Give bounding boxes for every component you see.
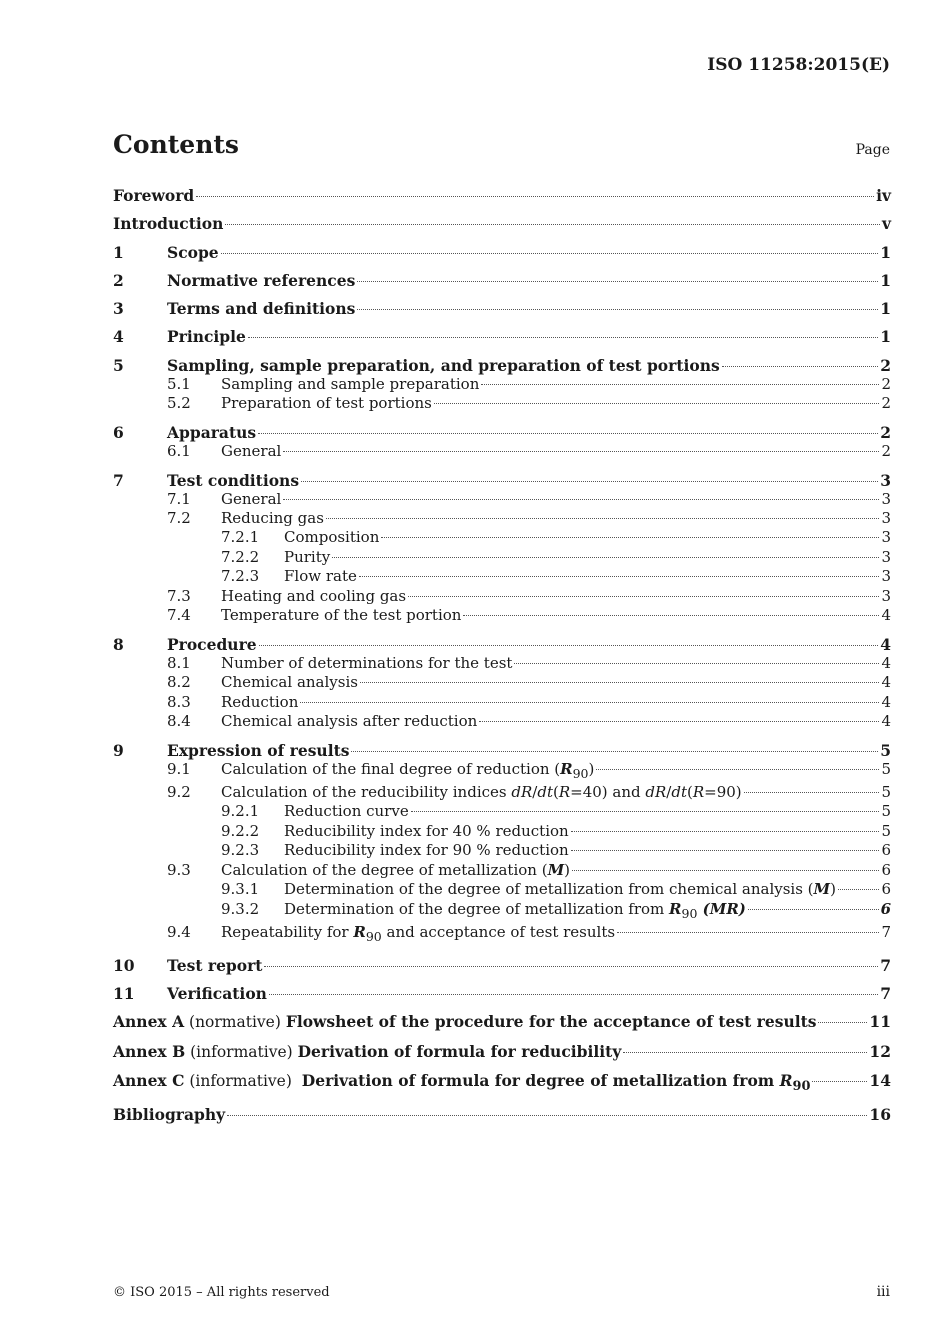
toc-page: 4 — [881, 692, 891, 711]
dot-leader — [514, 663, 879, 664]
toc-label: Composition — [284, 528, 380, 547]
toc-label: Calculation of the reducibility indices dR/dt(R=40) and dR/dt(R=90) — [221, 783, 742, 802]
toc-entry-10[interactable] — [113, 956, 891, 975]
toc-page: 7 — [881, 922, 891, 941]
dot-leader — [269, 994, 878, 995]
toc-number: 9 — [113, 740, 124, 760]
toc-number: 8 — [113, 634, 124, 654]
toc-label: Reducibility index for 40 % reduction — [284, 821, 569, 840]
dot-leader — [227, 1115, 867, 1116]
toc-entry-8-1[interactable] — [113, 654, 891, 673]
toc-entry-7-4[interactable] — [113, 606, 891, 625]
toc-label: Preparation of test portions — [221, 394, 432, 413]
dot-leader — [481, 384, 879, 385]
toc-entry-5-2[interactable] — [113, 394, 891, 413]
subscript: 90 — [365, 928, 382, 944]
toc-label: Temperature of the test portion — [221, 606, 462, 625]
toc-label: Calculation of the final degree of reduction $(R_{90})$ — [221, 759, 595, 781]
toc-entry-foreword[interactable] — [113, 186, 891, 205]
toc-page: 5 — [880, 740, 891, 760]
toc-number: 7.3 — [167, 586, 191, 605]
symbol: R — [779, 1070, 793, 1090]
toc-number: 9.3.1 — [221, 880, 260, 899]
symbol: M — [547, 860, 565, 879]
dot-leader — [196, 196, 874, 197]
toc-number: 8.3 — [167, 692, 191, 711]
toc-number: 7.4 — [167, 606, 191, 625]
dot-leader — [221, 253, 879, 254]
dot-leader — [259, 645, 879, 646]
toc-label: Introduction — [113, 214, 224, 234]
toc-page: 4 — [880, 634, 891, 654]
toc-entry-8-3[interactable] — [113, 693, 891, 712]
toc-entry-6-1[interactable] — [113, 442, 891, 461]
toc-entry-bibliography[interactable] — [113, 1105, 891, 1124]
dot-leader — [596, 769, 879, 770]
symbol: R — [353, 922, 366, 941]
toc-label: Expression of results — [167, 740, 350, 760]
toc-number: 3 — [113, 299, 124, 319]
toc-label: Bibliography — [113, 1105, 226, 1125]
symbol: R — [669, 899, 682, 918]
toc-page: 6 — [880, 899, 891, 918]
dot-leader — [283, 499, 879, 500]
toc-label: Verification — [167, 983, 267, 1003]
toc-page: 3 — [881, 567, 891, 586]
toc-page: 6 — [881, 880, 891, 899]
toc-entry-9-2[interactable] — [113, 783, 891, 802]
toc-page: 6 — [881, 860, 891, 879]
subscript: 90 — [681, 905, 698, 921]
toc-entry-7-1[interactable] — [113, 490, 891, 509]
toc-entry-9-1[interactable] — [113, 760, 891, 783]
toc-page: 5 — [881, 802, 891, 821]
dot-leader — [722, 366, 879, 367]
toc-page: 2 — [880, 422, 891, 442]
toc-page: 2 — [881, 394, 891, 413]
toc-number: 11 — [113, 983, 135, 1003]
dot-leader — [332, 557, 879, 558]
toc-entry-7-2-1[interactable] — [113, 528, 891, 547]
toc-label: Repeatability for $R_{90}$ and acceptance of test results — [221, 922, 616, 944]
toc-label: Determination of the degree of metallization from chemical analysis (M) — [284, 880, 837, 899]
toc-entry-9-4[interactable] — [113, 923, 891, 946]
toc-entry-6[interactable] — [113, 423, 891, 442]
toc-number: 7.2 — [167, 509, 191, 527]
dot-leader — [283, 451, 879, 452]
toc-page: 16 — [869, 1105, 891, 1125]
toc-label: Procedure — [167, 634, 257, 654]
toc-number: 5.2 — [167, 394, 191, 413]
toc-entry-9-3-2[interactable] — [113, 900, 891, 923]
toc-label: Number of determinations for the test — [221, 653, 513, 672]
toc-label: Sampling and sample preparation — [221, 374, 480, 393]
toc-number: 8.1 — [167, 653, 191, 672]
toc-number: 9.2.1 — [221, 802, 260, 821]
toc-number: 6.1 — [167, 441, 191, 460]
toc-number: 7.2.1 — [221, 528, 260, 547]
page-column-label: Page — [855, 142, 890, 158]
toc-number: 5 — [113, 355, 124, 375]
toc-page: 3 — [881, 586, 891, 605]
toc-page: 3 — [880, 470, 891, 490]
toc-page: v — [881, 214, 891, 234]
toc-number: 10 — [113, 955, 135, 975]
dot-leader — [381, 537, 879, 538]
toc-label: General — [221, 441, 282, 460]
dot-leader — [812, 1081, 867, 1082]
toc-label: Chemical analysis — [221, 673, 358, 692]
document-id: ISO 11258:2015(E) — [707, 55, 890, 75]
dot-leader — [351, 751, 878, 752]
dot-leader — [300, 702, 879, 703]
toc-label: Test conditions — [167, 470, 300, 490]
toc-entry-9-2-3[interactable] — [113, 841, 891, 860]
toc-number: 7.2.3 — [221, 567, 260, 586]
dot-leader — [623, 1052, 867, 1053]
toc-entry-1[interactable] — [113, 243, 891, 262]
toc-number: 7.1 — [167, 489, 191, 508]
toc-label: Determination of the degree of metallization from $R_{90}$ (MR) — [284, 899, 746, 921]
toc-entry-2[interactable] — [113, 271, 891, 290]
toc-entry-9-3[interactable] — [113, 861, 891, 880]
toc-label: General — [221, 489, 282, 508]
toc-entry-introduction[interactable] — [113, 214, 891, 233]
toc-number: 9.4 — [167, 922, 191, 941]
toc-label: Sampling, sample preparation, and preparation of test portions — [167, 355, 720, 375]
toc-page: 3 — [881, 509, 891, 527]
dot-leader — [748, 909, 879, 910]
toc-entry-7-3[interactable] — [113, 587, 891, 606]
toc-page: 4 — [881, 653, 891, 672]
toc-entry-5[interactable] — [113, 356, 891, 375]
toc-entry-3[interactable] — [113, 299, 891, 318]
toc-page: 7 — [880, 955, 891, 975]
toc-page: 11 — [869, 1012, 891, 1032]
dot-leader — [359, 576, 880, 577]
footer-copyright: © ISO 2015 – All rights reserved — [113, 1285, 330, 1300]
toc-entry-9-3-1[interactable] — [113, 880, 891, 899]
toc-entry-9-2-1[interactable] — [113, 802, 891, 821]
dot-leader — [258, 433, 878, 434]
dot-leader — [463, 615, 879, 616]
toc-page: 2 — [881, 441, 891, 460]
toc-entry-9[interactable] — [113, 741, 891, 760]
toc-entry-5-1[interactable] — [113, 375, 891, 394]
toc-entry-annex-c[interactable] — [113, 1071, 891, 1096]
toc-label: Foreword — [113, 186, 195, 205]
dot-leader — [411, 811, 880, 812]
toc-label: Test report — [167, 955, 263, 975]
toc-page: 1 — [880, 327, 891, 347]
dot-leader — [357, 309, 878, 310]
subscript: 90 — [572, 765, 589, 781]
footer-page-number: iii — [876, 1284, 890, 1300]
toc-page: 4 — [881, 711, 891, 730]
toc-label: Principle — [167, 327, 246, 347]
toc-entry-7-2[interactable] — [113, 509, 891, 528]
toc-entry-7-2-2[interactable] — [113, 548, 891, 567]
toc-page: 1 — [880, 270, 891, 290]
toc-entry-11[interactable] — [113, 984, 891, 1003]
toc-label: Reducing gas — [221, 509, 324, 527]
toc-label: Flow rate — [284, 567, 357, 586]
toc-number: 9.2 — [167, 783, 191, 802]
toc-page: 5 — [881, 783, 891, 802]
dot-leader — [248, 337, 878, 338]
toc-page: 4 — [881, 606, 891, 625]
toc-label: Annex B (informative) Derivation of formula for reducibility — [113, 1041, 622, 1061]
dot-leader — [360, 682, 879, 683]
toc-entry-8[interactable] — [113, 635, 891, 654]
dot-leader — [357, 281, 878, 282]
toc-entry-7-2-3[interactable] — [113, 567, 891, 586]
toc-page: 12 — [869, 1041, 891, 1061]
toc-number: 2 — [113, 270, 124, 290]
toc-entry-annex-a[interactable] — [113, 1012, 891, 1032]
toc-page: 4 — [881, 673, 891, 692]
toc-number: 9.2.2 — [221, 821, 260, 840]
toc-label: Chemical analysis after reduction — [221, 711, 478, 730]
toc-label: Reduction curve — [284, 802, 409, 821]
toc-label: Annex C (informative) Derivation of formula for degree of metallization from $R_{90}$ — [113, 1070, 811, 1094]
toc-number: 9.3.2 — [221, 899, 260, 918]
symbol: R — [560, 759, 573, 778]
toc-number: 4 — [113, 327, 124, 347]
toc-number: 9.1 — [167, 759, 191, 778]
toc-page: 3 — [881, 528, 891, 547]
dot-leader — [264, 966, 878, 967]
toc-page: 7 — [880, 983, 891, 1003]
subscript: 90 — [792, 1078, 811, 1094]
toc-label: Terms and definitions — [167, 299, 356, 319]
dot-leader — [479, 721, 879, 722]
toc-label: Calculation of the degree of metallization (M) — [221, 860, 571, 879]
toc-page: 2 — [880, 355, 891, 375]
dot-leader — [571, 831, 880, 832]
toc-label: Reduction — [221, 692, 299, 711]
dot-leader — [434, 403, 880, 404]
toc-number: 5.1 — [167, 374, 191, 393]
dot-leader — [571, 850, 880, 851]
toc-entry-9-2-2[interactable] — [113, 822, 891, 841]
toc-page: 1 — [880, 242, 891, 262]
toc-label: Reducibility index for 90 % reduction — [284, 841, 569, 860]
toc-number: 7.2.2 — [221, 547, 260, 566]
toc-label: Purity — [284, 547, 331, 566]
toc-label: Apparatus — [167, 422, 257, 442]
toc-number: 9.3 — [167, 860, 191, 879]
dot-leader — [572, 870, 879, 871]
dot-leader — [818, 1022, 867, 1023]
toc-number: 9.2.3 — [221, 841, 260, 860]
toc-page: 6 — [881, 841, 891, 860]
dot-leader — [617, 932, 879, 933]
toc-page: 2 — [881, 374, 891, 393]
toc-number: 8.2 — [167, 673, 191, 692]
toc-entry-annex-b[interactable] — [113, 1042, 891, 1062]
toc-entry-8-4[interactable] — [113, 712, 891, 731]
toc-label: Annex A (normative) Flowsheet of the procedure for the acceptance of test results — [113, 1012, 817, 1032]
toc-page: 1 — [880, 299, 891, 319]
toc-label: Scope — [167, 242, 219, 262]
toc-entry-7[interactable] — [113, 471, 891, 490]
symbol: M — [813, 880, 831, 899]
toc-number: 6 — [113, 422, 124, 442]
toc-page: 5 — [881, 821, 891, 840]
toc-page: 3 — [881, 489, 891, 508]
toc-page: 14 — [869, 1070, 891, 1090]
toc-number: 1 — [113, 242, 124, 262]
toc-number: 7 — [113, 470, 124, 490]
dot-leader — [744, 792, 880, 793]
toc-page: 3 — [881, 547, 891, 566]
dot-leader — [838, 889, 879, 890]
toc-page: 5 — [881, 759, 891, 778]
page-title: Contents — [113, 130, 240, 159]
toc-label: Normative references — [167, 270, 356, 290]
table-of-contents — [113, 184, 891, 1124]
dot-leader — [225, 224, 880, 225]
toc-label: Heating and cooling gas — [221, 586, 407, 605]
toc-entry-4[interactable] — [113, 327, 891, 346]
dot-leader — [326, 518, 880, 519]
dot-leader — [301, 481, 878, 482]
toc-page: iv — [876, 186, 891, 205]
toc-entry-8-2[interactable] — [113, 673, 891, 692]
dot-leader — [408, 596, 879, 597]
toc-number: 8.4 — [167, 711, 191, 730]
